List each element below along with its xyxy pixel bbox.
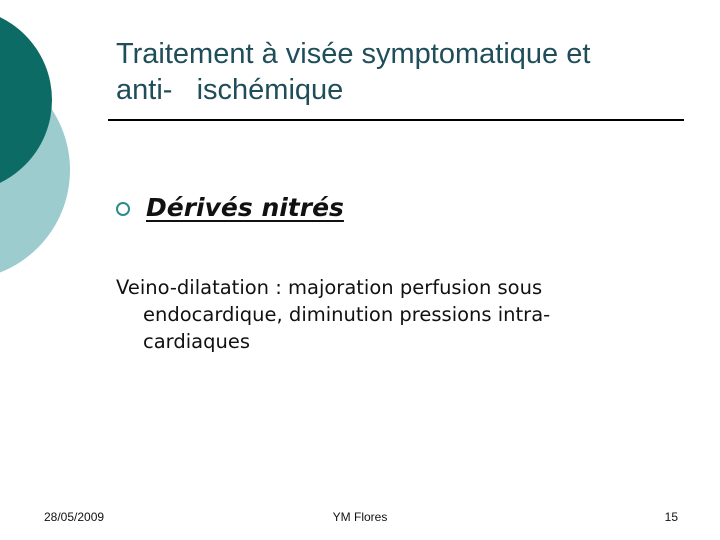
decorative-circles: [0, 0, 90, 300]
slide-title: [116, 36, 676, 108]
body-line-2: endocardique, diminution pressions intra-: [143, 303, 551, 326]
body-line-3: cardiaques: [143, 330, 250, 353]
footer-author: YM Flores: [332, 510, 388, 524]
body-paragraph: [116, 274, 636, 355]
title-divider: [108, 119, 684, 121]
footer-page-number: 15: [664, 510, 678, 524]
hollow-circle-icon: [116, 202, 130, 216]
title-line-2: anti- ischémique: [116, 74, 344, 106]
title-line-1: Traitement à visée symptomatique et: [116, 38, 591, 70]
bullet-heading: Dérivés nitrés: [146, 193, 344, 222]
body-line-1: Veino-dilatation : majoration perfusion sous: [116, 276, 543, 299]
footer-date: 28/05/2009: [44, 510, 105, 524]
